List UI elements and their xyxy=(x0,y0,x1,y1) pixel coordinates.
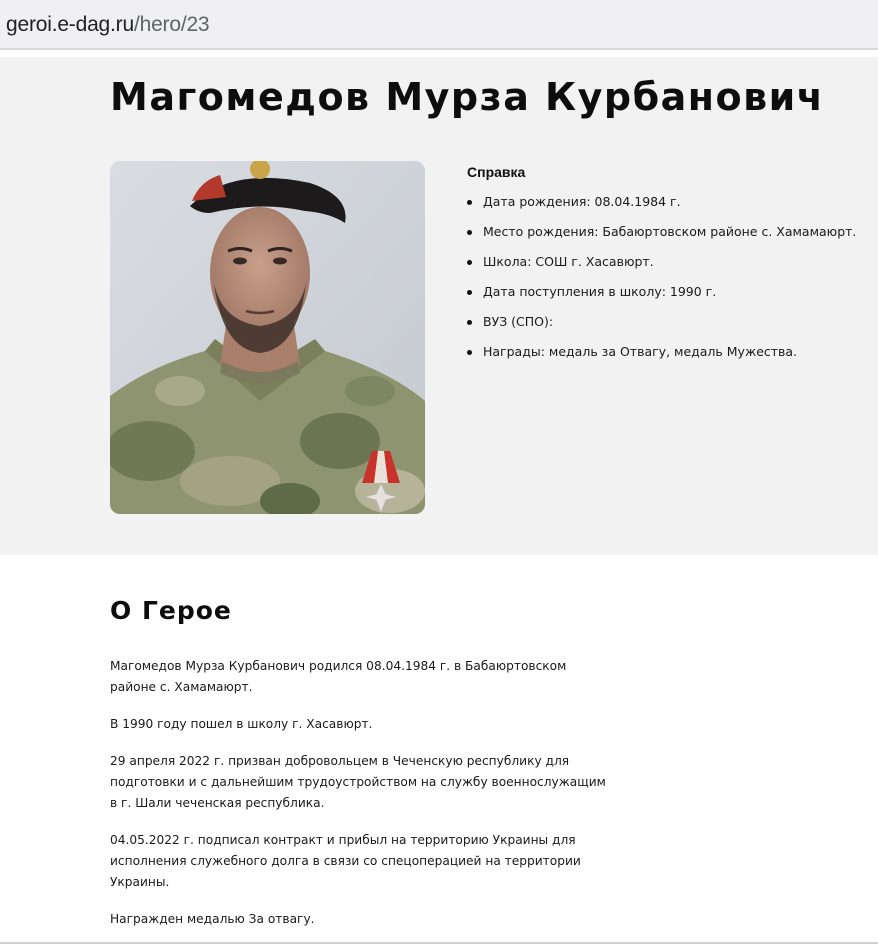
info-awards: Награды: медаль за Отвагу, медаль Мужества. xyxy=(467,344,867,374)
hero-photo xyxy=(110,161,425,514)
info-title: Справка xyxy=(467,164,526,180)
about-paragraph: 29 апреля 2022 г. призван добровольцем в Чеченскую республику для подготовки и с дальнейшим трудоустройством на службу военнослужащим в г. Шали чеченская республика. xyxy=(110,754,606,810)
hero-name-title: Магомедов Мурза Курбанович xyxy=(110,75,825,119)
hero-info-block xyxy=(467,164,867,374)
about-paragraph: 04.05.2022 г. подписал контракт и прибыл на территорию Украины для исполнения служебного долга в связи со спецоперацией на территории Украины. xyxy=(110,833,581,889)
about-hero-text xyxy=(110,656,615,946)
url-domain: geroi.e-dag.ru xyxy=(6,13,134,36)
info-school: Школа: СОШ г. Хасавюрт. xyxy=(467,254,867,284)
info-birth-place: Место рождения: Бабаюртовском районе с. Хамамаюрт. xyxy=(467,224,867,254)
about-paragraph: Награжден медалью За отвагу. xyxy=(110,912,315,926)
hero-header-section xyxy=(0,57,878,555)
info-university: ВУЗ (СПО): xyxy=(467,314,867,344)
about-paragraph: В 1990 году пошел в школу г. Хасавюрт. xyxy=(110,717,373,731)
info-list xyxy=(467,194,867,374)
url-text[interactable] xyxy=(6,13,209,37)
about-hero-title: О Герое xyxy=(110,596,232,625)
info-birth-date: Дата рождения: 08.04.1984 г. xyxy=(467,194,867,224)
url-path: /hero/23 xyxy=(133,13,210,36)
about-paragraph: Магомедов Мурза Курбанович родился 08.04.1984 г. в Бабаюртовском районе с. Хамамаюрт. xyxy=(110,659,567,694)
address-bar[interactable] xyxy=(0,0,878,50)
info-school-entry: Дата поступления в школу: 1990 г. xyxy=(467,284,867,314)
